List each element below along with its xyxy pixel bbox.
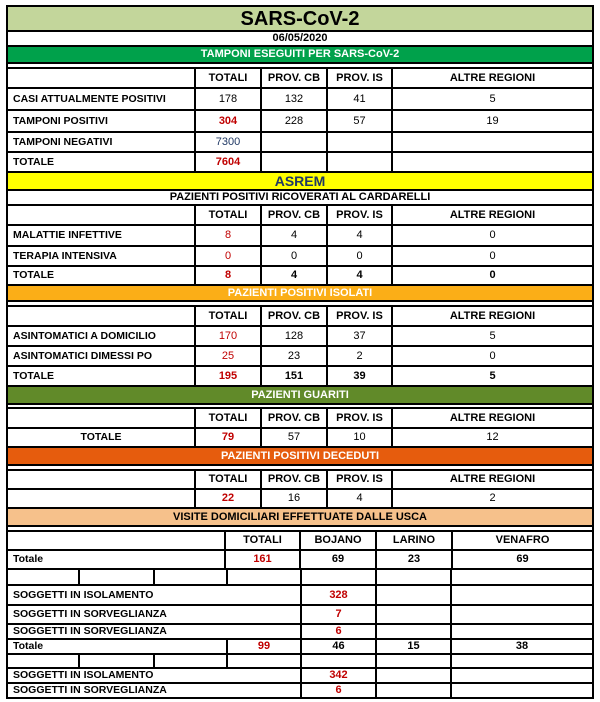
cell-text: PROV. IS — [336, 208, 383, 221]
cell-text: PAZIENTI GUARITI — [251, 388, 349, 401]
row-label — [8, 684, 300, 697]
cell-text: PROV. CB — [267, 411, 321, 424]
value-cell — [393, 327, 592, 345]
row-label — [8, 89, 194, 109]
empty-cell — [377, 586, 450, 604]
cell-text: PROV. CB — [267, 309, 321, 322]
row-label — [8, 153, 194, 171]
header-row — [8, 409, 592, 427]
data-row — [8, 347, 592, 365]
empty-grid-row — [8, 655, 592, 667]
column-header — [262, 471, 326, 488]
cell-text: PROV. CB — [267, 473, 321, 485]
value-cell — [393, 490, 592, 507]
empty-cell — [8, 302, 592, 305]
cell-text: TOTALI — [208, 71, 248, 84]
row-label — [8, 669, 300, 682]
value-cell — [328, 429, 391, 446]
cell-text: 5 — [489, 369, 496, 382]
cell-text: 328 — [329, 588, 348, 601]
data-row — [8, 327, 592, 345]
value-cell — [196, 429, 260, 446]
column-header — [196, 471, 260, 488]
cell-text: SOGGETTI IN ISOLAMENTO — [13, 588, 154, 601]
header-row — [8, 307, 592, 325]
cell-text: 178 — [218, 92, 238, 105]
value-cell — [262, 490, 326, 507]
value-cell — [302, 640, 375, 653]
column-header — [262, 69, 326, 87]
cell-text: 0 — [489, 249, 496, 262]
value-cell — [302, 684, 375, 697]
value-cell — [226, 551, 299, 568]
cell-text: LARINO — [392, 534, 436, 546]
cell-text: 8 — [224, 269, 232, 281]
cell-text: PROV. IS — [336, 71, 383, 84]
cell-text: TOTALE — [13, 269, 55, 282]
empty-cell — [155, 570, 226, 584]
cell-text: 19 — [486, 114, 499, 127]
column-header — [262, 307, 326, 325]
value-cell — [453, 551, 592, 568]
value-cell — [228, 640, 300, 653]
value-cell — [377, 551, 451, 568]
empty-cell — [377, 625, 450, 638]
empty-cell — [452, 586, 592, 604]
total-row — [8, 429, 592, 446]
cell-text: 161 — [253, 553, 272, 565]
row-label — [8, 327, 194, 345]
empty-grid-row — [8, 570, 592, 584]
cell-text: MALATTIE INFETTIVE — [13, 229, 122, 242]
cell-text: TOTALI — [208, 309, 248, 322]
empty-cell — [8, 405, 592, 407]
column-header — [393, 69, 592, 87]
cell-text: ASREM — [274, 173, 326, 189]
column-header — [393, 307, 592, 325]
banner-deceduti — [8, 448, 592, 464]
cell-text: 57 — [353, 114, 366, 127]
cell-text: PROV. CB — [267, 71, 321, 84]
cell-text: PAZIENTI POSITIVI ISOLATI — [227, 286, 373, 299]
cell-text: 25 — [221, 349, 235, 362]
total-row — [8, 640, 592, 653]
cell-text: TOTALI — [208, 473, 248, 485]
column-header — [393, 409, 592, 427]
cell-text: 132 — [284, 92, 304, 105]
empty-cell — [393, 153, 592, 171]
cell-text: ASINTOMATICI A DOMICILIO — [13, 329, 156, 342]
banner-guariti — [8, 387, 592, 403]
empty-cell — [8, 527, 592, 530]
cell-text: TOTALE — [13, 369, 55, 382]
empty-cell — [377, 669, 450, 682]
column-header — [393, 471, 592, 488]
cell-text: 6 — [335, 684, 342, 696]
cell-text: ALTRE REGIONI — [449, 473, 536, 485]
report-date — [8, 32, 592, 45]
header-row — [8, 69, 592, 87]
value-cell — [393, 367, 592, 385]
cell-text: 46 — [332, 640, 345, 652]
spacer-row — [8, 64, 592, 67]
banner-visite-usca — [8, 509, 592, 525]
column-header — [301, 532, 375, 549]
spacer-row — [8, 302, 592, 305]
cell-text: 69 — [331, 553, 345, 565]
header-row — [8, 471, 592, 488]
total-row — [8, 367, 592, 385]
value-cell — [452, 640, 592, 653]
value-cell — [196, 367, 260, 385]
cell-text: 0 — [489, 269, 496, 281]
empty-cell — [8, 69, 194, 87]
cell-text: 0 — [224, 249, 232, 262]
cell-text: 8 — [224, 229, 232, 241]
cell-text: 0 — [290, 249, 298, 262]
value-cell — [302, 586, 375, 604]
row-label — [8, 247, 194, 265]
column-header — [196, 69, 260, 87]
row-label — [8, 640, 226, 653]
spacer-row — [8, 527, 592, 530]
value-cell — [393, 89, 592, 109]
value-cell — [328, 226, 391, 245]
value-cell — [262, 247, 326, 265]
column-header — [328, 307, 391, 325]
cell-text: 170 — [218, 329, 238, 342]
cell-text: 7 — [335, 608, 342, 620]
date-row — [8, 32, 592, 45]
row-label — [8, 267, 194, 284]
value-cell — [377, 640, 450, 653]
empty-cell — [328, 153, 391, 171]
column-header — [262, 409, 326, 427]
cell-text: VENAFRO — [495, 534, 550, 546]
banner-row — [8, 47, 592, 62]
row-label — [8, 551, 224, 568]
data-row — [8, 89, 592, 109]
value-cell — [262, 327, 326, 345]
cell-text: TAMPONI POSITIVI — [13, 114, 108, 127]
column-header — [196, 409, 260, 427]
banner-row — [8, 448, 592, 464]
data-row — [8, 669, 592, 682]
banner-row — [8, 387, 592, 403]
cell-text: ALTRE REGIONI — [449, 71, 536, 84]
row-label — [8, 367, 194, 385]
total-row — [8, 551, 592, 568]
cell-text: PROV. IS — [336, 411, 383, 424]
column-header — [377, 532, 451, 549]
cell-text: 7604 — [215, 155, 241, 168]
cell-text: 342 — [329, 669, 348, 681]
row-label — [8, 586, 300, 604]
cell-text: 69 — [516, 553, 529, 565]
column-header — [196, 307, 260, 325]
cell-text: 06/05/2020 — [272, 32, 328, 44]
cell-text: 7300 — [215, 135, 241, 148]
cell-text: 23 — [407, 553, 421, 565]
cell-text: ASINTOMATICI DIMESSI PO — [13, 349, 153, 362]
empty-cell — [328, 133, 391, 151]
cell-text: 151 — [284, 369, 304, 382]
empty-cell — [452, 669, 592, 682]
total-row — [8, 267, 592, 284]
cell-text: 5 — [489, 92, 496, 105]
banner-row — [8, 509, 592, 525]
value-cell — [328, 267, 391, 284]
data-row — [8, 606, 592, 623]
cell-text: 12 — [486, 431, 499, 443]
cell-text: TAMPONI NEGATIVI — [13, 135, 113, 148]
cell-text: SOGGETTI IN ISOLAMENTO — [13, 669, 154, 682]
empty-cell — [377, 570, 450, 584]
cell-text: 39 — [353, 369, 366, 382]
cell-text: TOTALE — [80, 431, 122, 444]
data-row — [8, 625, 592, 638]
cell-text: TAMPONI ESEGUITI PER SARS-CoV-2 — [200, 48, 400, 60]
banner-asrem — [8, 173, 592, 189]
empty-cell — [262, 133, 326, 151]
data-row — [8, 586, 592, 604]
data-row — [8, 133, 592, 151]
empty-cell — [8, 64, 592, 67]
column-header — [328, 206, 391, 224]
value-cell — [302, 606, 375, 623]
column-header — [393, 206, 592, 224]
cell-text: 99 — [257, 640, 271, 652]
spacer-row — [8, 405, 592, 407]
empty-cell — [80, 570, 153, 584]
empty-cell — [228, 570, 300, 584]
banner-row — [8, 286, 592, 300]
cell-text: 2 — [356, 349, 363, 362]
cell-text: 0 — [356, 249, 363, 262]
row-label — [8, 429, 194, 446]
header-row — [8, 206, 592, 224]
cell-text: 5 — [489, 329, 496, 342]
cell-text: PAZIENTI POSITIVI DECEDUTI — [220, 449, 380, 462]
empty-cell — [8, 409, 194, 427]
data-row — [8, 111, 592, 131]
value-cell — [262, 226, 326, 245]
value-cell — [262, 89, 326, 109]
cell-text: 4 — [356, 492, 363, 504]
cell-text: BOJANO — [314, 534, 362, 546]
cell-text: PROV. IS — [336, 473, 383, 485]
cell-text: 0 — [489, 349, 496, 362]
empty-cell — [452, 570, 592, 584]
row-label — [8, 226, 194, 245]
report-table — [6, 5, 594, 699]
column-header — [262, 206, 326, 224]
cell-text: 16 — [287, 492, 301, 504]
banner-row — [8, 173, 592, 189]
cell-text: SOGGETTI IN SORVEGLIANZA — [13, 625, 167, 638]
value-cell — [328, 111, 391, 131]
value-cell — [301, 551, 375, 568]
value-cell — [196, 111, 260, 131]
cell-text: VISITE DOMICILIARI EFFETTUATE DALLE USCA — [172, 510, 427, 523]
value-cell — [393, 111, 592, 131]
total-row — [8, 153, 592, 171]
value-cell — [393, 429, 592, 446]
empty-cell — [302, 570, 375, 584]
cell-text: PROV. CB — [267, 208, 321, 221]
cell-text: SARS-CoV-2 — [240, 7, 360, 30]
title-row — [8, 7, 592, 30]
cell-text: 41 — [353, 92, 366, 105]
empty-cell — [8, 307, 194, 325]
data-row — [8, 490, 592, 507]
cell-text: ALTRE REGIONI — [449, 309, 536, 322]
cell-text: 4 — [356, 229, 363, 241]
cell-text: Totale — [13, 640, 44, 653]
cell-text: 79 — [221, 431, 235, 443]
cell-text: PROV. IS — [336, 309, 383, 322]
value-cell — [302, 625, 375, 638]
empty-cell — [80, 655, 153, 667]
value-cell — [328, 490, 391, 507]
cell-text: CASI ATTUALMENTE POSITIVI — [13, 92, 166, 105]
empty-cell — [8, 490, 194, 507]
cell-text: TERAPIA INTENSIVA — [13, 249, 117, 262]
cell-text: 228 — [284, 114, 304, 127]
column-header — [328, 471, 391, 488]
cell-text: Totale — [13, 553, 44, 566]
column-header — [453, 532, 592, 549]
empty-cell — [452, 684, 592, 697]
cell-text: 22 — [221, 492, 235, 504]
empty-cell — [452, 655, 592, 667]
row-label — [8, 625, 300, 638]
cell-text: 57 — [287, 431, 301, 443]
data-row — [8, 247, 592, 265]
cell-text: TOTALE — [13, 155, 55, 168]
empty-cell — [8, 655, 78, 667]
page-title — [8, 7, 592, 30]
empty-cell — [155, 655, 226, 667]
empty-cell — [8, 570, 78, 584]
value-cell — [393, 226, 592, 245]
empty-cell — [302, 655, 375, 667]
value-cell — [196, 153, 260, 171]
cell-text: TOTALI — [243, 534, 282, 546]
value-cell — [262, 429, 326, 446]
cell-text: 6 — [335, 625, 342, 637]
empty-cell — [8, 471, 194, 488]
value-cell — [196, 267, 260, 284]
cell-text: 38 — [515, 640, 529, 652]
column-header — [196, 206, 260, 224]
value-cell — [196, 226, 260, 245]
cell-text: ALTRE REGIONI — [449, 208, 536, 221]
banner-ricoverati-cardarelli — [8, 191, 592, 204]
value-cell — [262, 367, 326, 385]
value-cell — [328, 347, 391, 365]
value-cell — [328, 327, 391, 345]
empty-cell — [262, 153, 326, 171]
cell-text: 23 — [287, 349, 301, 362]
column-header — [328, 409, 391, 427]
cell-text: 4 — [290, 269, 298, 281]
row-label — [8, 133, 194, 151]
cell-text: PAZIENTI POSITIVI RICOVERATI AL CARDARELLI — [169, 191, 431, 203]
data-row — [8, 226, 592, 245]
empty-cell — [8, 532, 224, 549]
cell-text: 37 — [353, 329, 366, 342]
value-cell — [262, 267, 326, 284]
empty-cell — [393, 133, 592, 151]
spacer-row — [8, 466, 592, 469]
cell-text: SOGGETTI IN SORVEGLIANZA — [13, 684, 167, 697]
value-cell — [393, 247, 592, 265]
header-row — [8, 532, 592, 549]
empty-cell — [377, 684, 450, 697]
banner-tamponi-eseguiti — [8, 47, 592, 62]
value-cell — [302, 669, 375, 682]
value-cell — [196, 133, 260, 151]
value-cell — [262, 347, 326, 365]
cell-text: 304 — [218, 114, 238, 127]
empty-cell — [228, 655, 300, 667]
cell-text: 2 — [489, 492, 496, 504]
value-cell — [393, 347, 592, 365]
cell-text: TOTALI — [208, 411, 248, 424]
empty-cell — [452, 606, 592, 623]
value-cell — [328, 367, 391, 385]
cell-text: 10 — [353, 431, 366, 443]
banner-isolati — [8, 286, 592, 300]
empty-cell — [8, 466, 592, 469]
empty-cell — [377, 606, 450, 623]
value-cell — [196, 347, 260, 365]
value-cell — [262, 111, 326, 131]
value-cell — [196, 327, 260, 345]
value-cell — [196, 490, 260, 507]
cell-text: ALTRE REGIONI — [449, 411, 536, 424]
cell-text: 195 — [218, 369, 238, 382]
cell-text: 4 — [290, 229, 298, 241]
data-row — [8, 684, 592, 697]
column-header — [328, 69, 391, 87]
cell-text: 128 — [284, 329, 304, 342]
value-cell — [196, 247, 260, 265]
cell-text: 4 — [356, 269, 363, 281]
value-cell — [393, 267, 592, 284]
column-header — [226, 532, 299, 549]
row-label — [8, 111, 194, 131]
empty-cell — [452, 625, 592, 638]
value-cell — [328, 89, 391, 109]
cell-text: 15 — [407, 640, 420, 652]
row-label — [8, 606, 300, 623]
cell-text: 0 — [489, 229, 496, 241]
value-cell — [196, 89, 260, 109]
empty-cell — [377, 655, 450, 667]
value-cell — [328, 247, 391, 265]
banner-row — [8, 191, 592, 204]
row-label — [8, 347, 194, 365]
cell-text: TOTALI — [208, 208, 248, 221]
empty-cell — [8, 206, 194, 224]
cell-text: SOGGETTI IN SORVEGLIANZA — [13, 608, 167, 621]
